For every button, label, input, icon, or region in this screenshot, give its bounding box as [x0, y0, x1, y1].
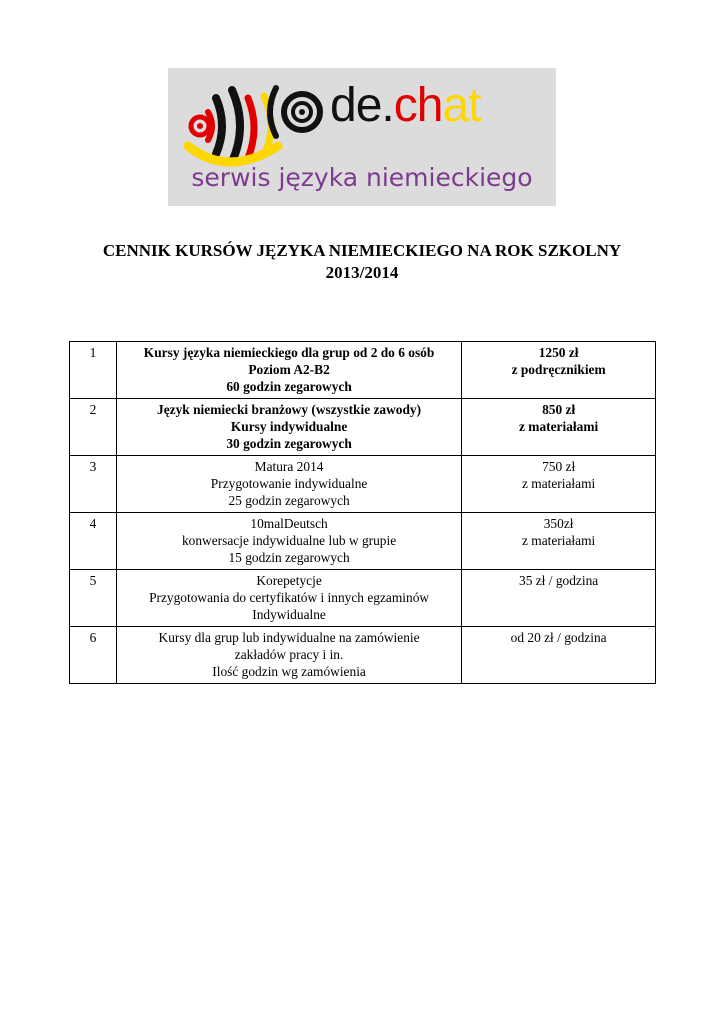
course-description [116, 342, 461, 399]
description-line: Kursy indywidualne [230, 419, 348, 434]
description-line: 60 godzin zegarowych [226, 379, 352, 394]
row-number: 2 [70, 399, 117, 456]
course-price [462, 513, 656, 570]
row-number: 4 [70, 513, 117, 570]
description-line: Przygotowanie indywidualne [210, 476, 368, 491]
brand-part-ch: ch [393, 79, 443, 132]
table-row [70, 570, 656, 627]
description-line: Matura 2014 [254, 459, 324, 474]
description-line: Język niemiecki branżowy (wszystkie zawody) [157, 402, 422, 417]
price-table [69, 341, 656, 684]
logo-tagline: serwis języka niemieckiego [191, 163, 533, 192]
brand-part-at: at [442, 79, 481, 132]
table-row [70, 342, 656, 399]
description-line: 15 godzin zegarowych [228, 550, 350, 565]
course-description [116, 570, 461, 627]
sound-wave-logo-icon [168, 68, 338, 168]
description-line: Korepetycje [256, 573, 322, 588]
table-row [70, 456, 656, 513]
price-line: 1250 zł [538, 345, 579, 360]
course-price [462, 456, 656, 513]
price-line: z podręcznikiem [511, 362, 606, 377]
price-table-body [70, 342, 656, 684]
price-line: z materiałami [521, 476, 596, 491]
course-price [462, 399, 656, 456]
course-description [116, 513, 461, 570]
description-line: 10malDeutsch [250, 516, 328, 531]
price-line: 350zł [543, 516, 574, 531]
price-line: 850 zł [542, 402, 576, 417]
description-line: Kursy dla grup lub indywidualne na zamówienie [158, 630, 420, 645]
table-row [70, 627, 656, 684]
description-line: Przygotowania do certyfikatów i innych egzaminów [149, 590, 430, 605]
row-number: 3 [70, 456, 117, 513]
price-line: z materiałami [521, 533, 596, 548]
price-line: od 20 zł / godzina [510, 630, 607, 645]
price-line: 35 zł / godzina [519, 573, 599, 588]
course-description [116, 399, 461, 456]
page-title [60, 240, 664, 284]
course-description [116, 627, 461, 684]
row-number: 5 [70, 570, 117, 627]
logo [168, 68, 556, 206]
course-price [462, 342, 656, 399]
title-line-1: CENNIK KURSÓW JĘZYKA NIEMIECKIEGO NA ROK SZKOLNY [102, 241, 622, 260]
course-price [462, 627, 656, 684]
description-line: Indywidualne [252, 607, 326, 622]
title-line-2: 2013/2014 [325, 263, 399, 282]
description-line: Poziom A2-B2 [248, 362, 330, 377]
description-line: zakładów pracy i in. [234, 647, 344, 662]
description-line: Kursy języka niemieckiego dla grup od 2 do 6 osób [143, 345, 435, 360]
logo-brand [330, 76, 480, 136]
description-line: 25 godzin zegarowych [228, 493, 350, 508]
price-line: z materiałami [519, 419, 599, 434]
course-description [116, 456, 461, 513]
table-row [70, 399, 656, 456]
table-row [70, 513, 656, 570]
brand-part-de: de. [330, 79, 394, 132]
course-price [462, 570, 656, 627]
row-number: 6 [70, 627, 117, 684]
description-line: 30 godzin zegarowych [226, 436, 352, 451]
price-line: 750 zł [542, 459, 576, 474]
description-line: Ilość godzin wg zamówienia [212, 664, 366, 679]
row-number: 1 [70, 342, 117, 399]
description-line: konwersacje indywidualne lub w grupie [181, 533, 397, 548]
